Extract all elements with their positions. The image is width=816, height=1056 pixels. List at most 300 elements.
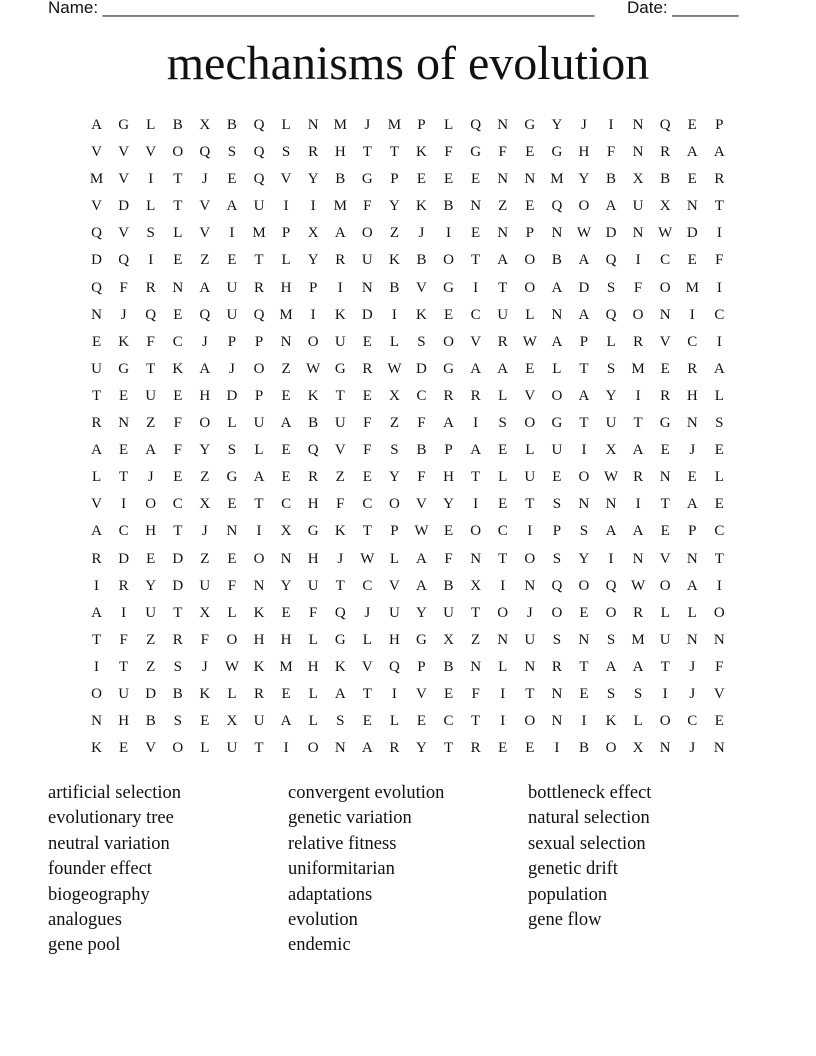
grid-row [83,602,733,629]
grid-letter: F [715,658,724,675]
grid-letter: V [145,144,157,161]
grid-letter: O [497,604,509,621]
grid-row [83,439,733,466]
grid-letter: F [606,144,616,161]
grid-letter: S [173,713,182,730]
grid-letter: F [444,550,453,567]
grid-letter: V [361,658,373,675]
grid-letter: E [281,442,291,459]
grid-letter: B [606,171,617,188]
grid-letter: I [121,496,127,513]
grid-letter: Q [307,442,319,459]
grid-letter: N [361,279,373,296]
grid-letter: E [227,550,237,567]
grid-letter: E [443,171,454,188]
grid-letter: I [148,252,154,269]
grid-row [83,358,733,385]
grid-letter: W [414,523,429,540]
grid-letter: I [581,442,587,459]
grid-letter: I [716,279,722,296]
grid-letter: B [551,252,562,269]
grid-letter: I [121,604,127,621]
grid-letter: E [227,496,237,513]
grid-letter: J [120,306,127,323]
grid-letter: T [362,685,372,702]
grid-letter: K [253,604,265,621]
grid-letter: T [471,604,481,621]
grid-letter: E [173,387,183,404]
grid-letter: R [254,685,265,702]
grid-letter: Y [578,550,590,567]
grid-letter: O [253,550,265,567]
grid-letter: E [498,442,508,459]
grid-letter: X [659,198,671,215]
grid-letter: Y [416,604,427,621]
grid-letter: K [172,360,184,377]
grid-letter: L [389,713,399,730]
grid-letter: A [632,658,644,675]
grid-row [83,629,733,656]
grid-letter: T [335,577,345,594]
grid-letter: E [687,117,697,133]
grid-letter: V [416,496,427,513]
grid-letter: L [173,225,183,242]
grid-letter: C [416,387,427,404]
grid-letter: C [714,523,725,540]
grid-letter: T [173,523,183,540]
grid-letter: L [146,198,156,215]
grid-letter: J [689,658,696,675]
grid-letter: K [334,306,346,323]
word-item: population [528,884,608,905]
grid-letter: H [578,144,590,161]
grid-letter: M [333,198,347,215]
grid-letter: P [417,117,426,133]
grid-letter: Q [605,577,617,594]
grid-letter: A [416,550,427,567]
grid-letter: N [632,117,644,133]
grid-letter: V [388,577,400,594]
grid-letter: C [281,496,292,513]
grid-letter: C [118,523,129,540]
grid-letter: T [362,144,372,161]
grid-row [83,575,733,602]
grid-letter: F [363,415,372,432]
grid-letter: F [444,144,453,161]
grid-letter: W [360,550,375,567]
grid-letter: A [91,523,102,540]
grid-letter: X [470,577,482,594]
grid-letter: E [173,252,183,269]
grid-letter: O [551,387,563,404]
grid-letter: O [659,577,671,594]
grid-letter: Q [199,144,211,161]
grid-letter: S [606,360,616,377]
grid-letter: Q [334,604,346,621]
grid-letter: L [389,550,399,567]
grid-letter: A [334,685,346,702]
grid-letter: P [579,333,589,350]
grid-letter: E [362,387,372,404]
grid-letter: T [579,360,589,377]
grid-letter: R [714,171,725,188]
grid-letter: M [279,658,293,675]
grid-letter: A [91,442,102,459]
grid-letter: U [253,713,265,730]
grid-letter: N [686,415,698,432]
grid-letter: B [226,117,237,133]
grid-letter: R [443,387,454,404]
grid-letter: P [390,171,399,188]
grid-letter: A [605,523,617,540]
word-item: endemic [288,935,351,956]
grid-letter: I [283,198,289,215]
grid-letter: G [551,144,563,161]
grid-letter: N [470,198,482,215]
grid-letter: R [145,279,156,296]
grid-letter: L [714,469,724,486]
grid-letter: F [146,333,155,350]
grid-letter: L [91,469,102,486]
grid-letter: X [632,171,644,188]
grid-letter: K [118,333,130,350]
grid-letter: C [687,713,698,730]
grid-letter: L [606,333,616,350]
grid-letter: U [524,469,536,486]
grid-letter: L [714,387,724,404]
grid-letter: U [524,631,536,648]
grid-letter: N [497,117,509,133]
grid-letter: O [145,496,157,513]
grid-letter: A [361,740,373,757]
grid-letter: E [687,171,697,188]
grid-letter: P [552,523,562,540]
grid-row [83,520,733,547]
grid-letter: X [280,523,292,540]
grid-letter: P [254,387,264,404]
grid-letter: C [362,496,373,513]
grid-letter: F [308,604,318,621]
header [48,0,748,20]
grid-letter: V [659,550,671,567]
grid-letter: N [280,550,292,567]
grid-letter: E [498,740,508,757]
grid-letter: V [91,198,102,215]
grid-letter: E [281,387,291,404]
grid-letter: T [173,198,183,215]
grid-letter: E [119,387,129,404]
grid-letter: E [281,469,291,486]
grid-letter: Y [145,577,157,594]
grid-row [83,331,733,358]
grid-letter: L [308,713,318,730]
grid-letter: V [416,685,427,702]
grid-letter: R [91,550,102,567]
grid-letter: E [173,469,183,486]
grid-letter: N [659,469,671,486]
word-item: natural selection [528,808,650,829]
grid-letter: M [333,117,347,133]
word-item: gene flow [528,910,602,931]
grid-letter: W [306,360,321,377]
grid-letter: S [173,658,182,675]
grid-letter: K [199,685,211,702]
grid-letter: G [118,360,130,377]
grid-letter: O [443,252,454,269]
grid-letter: I [608,550,614,567]
grid-letter: T [119,658,129,675]
grid-letter: N [226,523,238,540]
grid-letter: U [334,333,346,350]
grid-letter: L [525,442,535,459]
grid-letter: U [226,279,238,296]
grid-letter: T [443,740,454,757]
grid-letter: J [364,604,371,621]
grid-letter: L [146,117,156,133]
grid-letter: W [224,658,240,675]
grid-letter: I [554,740,560,757]
grid-letter: Q [253,117,265,133]
grid-letter: E [498,496,508,513]
grid-letter: I [337,279,343,296]
grid-letter: N [118,415,130,432]
grid-letter: O [632,306,644,323]
grid-letter: V [91,496,102,513]
grid-letter: X [605,442,617,459]
grid-letter: L [525,306,535,323]
grid-letter: E [362,469,372,486]
grid-letter: C [362,577,373,594]
grid-letter: I [446,225,452,242]
grid-letter: V [118,144,130,161]
grid-letter: F [173,415,182,432]
grid-letter: U [361,252,373,269]
grid-letter: J [147,469,154,486]
grid-letter: T [254,740,264,757]
grid-letter: Y [551,117,563,133]
grid-letter: C [497,523,508,540]
grid-letter: N [578,496,590,513]
grid-letter: A [578,252,590,269]
grid-letter: V [416,279,427,296]
grid-letter: M [631,631,645,648]
grid-letter: A [686,577,698,594]
grid-letter: N [253,577,265,594]
grid-letter: E [200,713,210,730]
grid-letter: Q [145,306,157,323]
grid-row [83,195,733,222]
grid-letter: E [91,333,102,350]
grid-letter: E [660,442,670,459]
grid-letter: N [172,279,184,296]
grid-letter: G [118,117,130,133]
grid-letter: U [91,360,102,377]
grid-letter: B [335,171,346,188]
grid-letter: Z [200,469,210,486]
grid-letter: A [91,604,102,621]
grid-letter: F [173,442,182,459]
grid-letter: M [685,279,699,296]
grid-letter: E [362,713,372,730]
grid-letter: N [497,171,509,188]
grid-letter: B [660,171,671,188]
grid-letter: F [471,685,480,702]
letter-grid [83,114,733,764]
grid-row [83,412,733,439]
grid-letter: T [714,550,724,567]
grid-letter: N [551,225,563,242]
grid-letter: O [443,333,454,350]
grid-letter: Y [388,198,400,215]
grid-letter: X [199,117,211,133]
grid-letter: R [470,387,481,404]
grid-letter: I [716,225,722,242]
grid-letter: N [632,225,644,242]
grid-letter: B [172,117,183,133]
word-item: neutral variation [48,833,170,854]
grid-letter: R [308,469,319,486]
grid-letter: T [362,523,372,540]
word-item: uniformitarian [288,859,395,880]
grid-letter: L [227,685,237,702]
grid-letter: I [94,577,100,594]
grid-letter: P [308,279,318,296]
grid-letter: E [471,171,481,188]
grid-letter: F [363,442,372,459]
grid-letter: O [659,713,671,730]
grid-letter: N [632,550,644,567]
grid-letter: F [498,144,507,161]
grid-letter: Z [200,252,210,269]
grid-letter: Q [605,306,617,323]
grid-letter: T [660,658,670,675]
grid-letter: W [387,360,402,377]
grid-letter: V [118,171,130,188]
grid-letter: E [227,171,237,188]
grid-letter: F [227,577,237,594]
grid-letter: L [498,387,508,404]
grid-letter: N [307,117,319,133]
grid-letter: U [497,306,509,323]
grid-letter: P [227,333,237,350]
grid-row [83,385,733,412]
grid-letter: J [581,117,587,133]
grid-letter: Q [551,577,563,594]
grid-letter: P [254,333,264,350]
grid-letter: S [227,144,237,161]
grid-letter: N [91,713,102,730]
grid-letter: N [605,496,617,513]
grid-letter: E [281,604,291,621]
grid-letter: I [635,496,641,513]
grid-letter: T [146,360,156,377]
grid-letter: Z [146,631,156,648]
grid-letter: I [94,658,100,675]
grid-letter: A [91,117,102,133]
grid-letter: J [689,442,696,459]
grid-letter: N [659,740,671,757]
grid-letter: H [388,631,400,648]
grid-letter: F [119,631,128,648]
word-item: bottleneck effect [528,783,652,803]
grid-letter: M [550,171,564,188]
grid-letter: R [660,144,671,161]
grid-letter: A [605,198,617,215]
word-item: evolutionary tree [48,808,174,829]
grid-letter: R [633,604,644,621]
word-item: convergent evolution [288,783,445,803]
grid-letter: D [145,685,157,702]
grid-letter: A [551,279,563,296]
grid-letter: R [497,333,508,350]
grid-letter: B [443,658,454,675]
grid-letter: Y [280,577,292,594]
name-label: Name: ____________________________________________________ [48,0,595,17]
grid-letter: V [91,144,102,161]
grid-letter: S [498,415,507,432]
grid-letter: N [524,171,536,188]
grid-letter: E [119,740,129,757]
grid-letter: S [146,225,155,242]
grid-letter: R [254,279,265,296]
grid-letter: K [605,713,617,730]
grid-letter: I [527,523,533,540]
grid-letter: C [714,306,725,323]
grid-letter: B [308,415,319,432]
grid-letter: C [443,713,454,730]
grid-letter: L [281,117,291,133]
grid-letter: L [389,333,399,350]
grid-letter: D [118,550,130,567]
grid-row [83,168,733,195]
grid-letter: R [660,387,671,404]
grid-letter: F [633,279,643,296]
grid-letter: P [688,523,697,540]
grid-letter: A [686,144,698,161]
grid-letter: Y [388,469,400,486]
grid-letter: A [713,360,725,377]
grid-letter: V [145,740,157,757]
grid-letter: J [201,523,208,540]
grid-letter: D [226,387,238,404]
grid-letter: W [522,333,537,350]
grid-letter: F [417,469,426,486]
grid-letter: V [524,387,536,404]
grid-letter: I [581,713,587,730]
grid-letter: F [200,631,210,648]
grid-letter: I [500,577,506,594]
grid-letter: R [308,144,319,161]
word-item: relative fitness [288,833,397,854]
grid-letter: Q [118,252,130,269]
grid-letter: E [119,442,129,459]
grid-row [83,222,733,249]
word-item: evolution [288,910,358,931]
grid-letter: A [334,225,346,242]
grid-letter: N [497,631,509,648]
word-item: artificial selection [48,783,182,803]
grid-letter: L [281,252,291,269]
grid-letter: F [363,198,372,215]
grid-letter: R [118,577,129,594]
grid-letter: V [280,171,292,188]
grid-letter: D [91,252,102,269]
grid-letter: Z [335,469,345,486]
grid-letter: J [337,550,344,567]
grid-letter: T [525,685,535,702]
grid-row [83,249,733,276]
grid-letter: A [497,360,509,377]
